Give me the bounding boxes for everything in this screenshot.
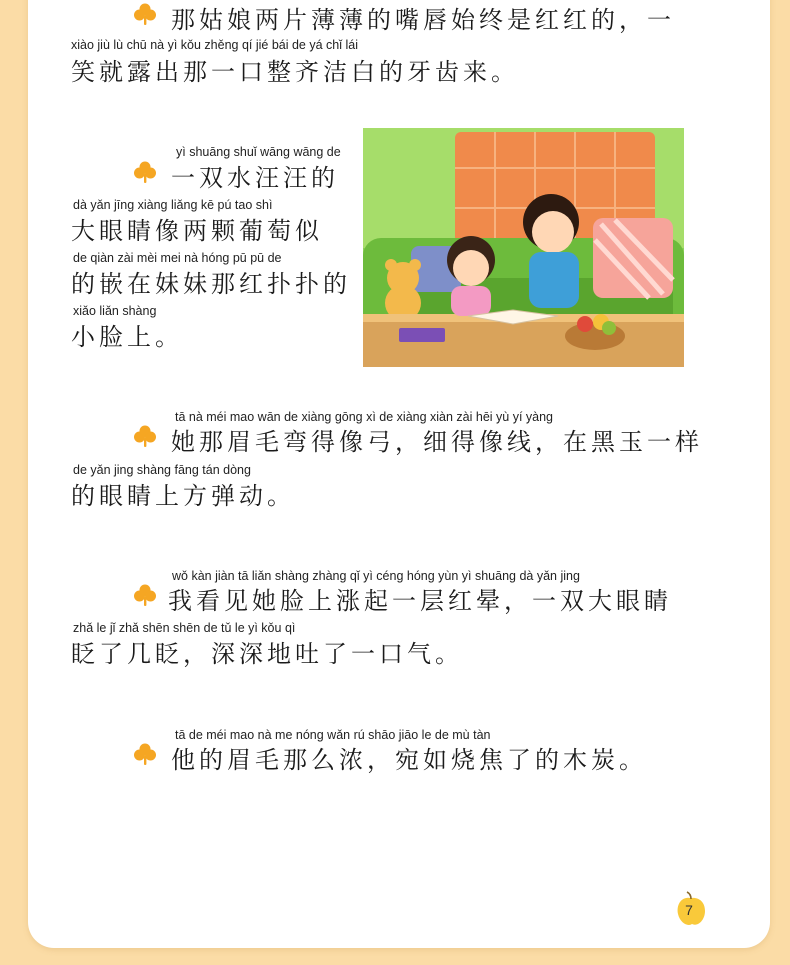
text-line: 大眼睛像两颗葡萄似 [71,217,323,245]
pinyin-line: dà yǎn jīng xiàng liǎng kē pú tao shì [73,198,273,212]
pinyin-line: xiǎo liǎn shàng [73,304,157,318]
text-line: 小脸上。 [71,323,183,351]
clover-icon [133,742,157,766]
pinyin-line: tā nà méi mao wān de xiàng gōng xì de xiàng xiàn zài hēi yù yí yàng [175,410,554,424]
text-line: 他的眉毛那么浓，宛如烧焦了的木炭。 [171,746,647,774]
pinyin-line: yì shuāng shuǐ wāng wāng de [176,145,341,159]
clover-icon [133,424,157,448]
pinyin-line: zhǎ le jǐ zhǎ shēn shēn de tǔ le yì kǒu qì [73,621,296,635]
text-line: 笑就露出那一口整齐洁白的牙齿来。 [71,58,519,86]
pinyin-line: de qiàn zài mèi mei nà hóng pū pū de [73,251,282,265]
clover-icon [133,583,157,607]
text-line: 我看见她脸上涨起一层红晕，一双大眼睛 [168,587,672,615]
illustration-girls-reading [363,128,684,367]
clover-icon [133,2,157,26]
pinyin-line: tā de méi mao nà me nóng wǎn rú shāo jiāo le de mù tàn [175,728,491,742]
text-line: 眨了几眨，深深地吐了一口气。 [71,640,463,668]
page-number: 7 [685,902,693,918]
page-number-badge [674,890,708,928]
text-line: 她那眉毛弯得像弓，细得像线，在黑玉一样 [171,428,703,456]
pinyin-line: de yǎn jing shàng fāng tán dòng [73,463,251,477]
pinyin-line: xiào jiù lù chū nà yì kǒu zhěng qí jié bái de yá chǐ lái [71,38,358,52]
pinyin-line: wǒ kàn jiàn tā liǎn shàng zhàng qǐ yì céng hóng yùn yì shuāng dà yǎn jing [172,569,580,583]
clover-icon [133,160,157,184]
text-line: 一双水汪汪的 [171,164,339,192]
text-line: 那姑娘两片薄薄的嘴唇始终是红红的，一 [171,6,675,34]
text-line: 的嵌在妹妹那红扑扑的 [71,270,351,298]
text-line: 的眼睛上方弹动。 [71,482,295,510]
